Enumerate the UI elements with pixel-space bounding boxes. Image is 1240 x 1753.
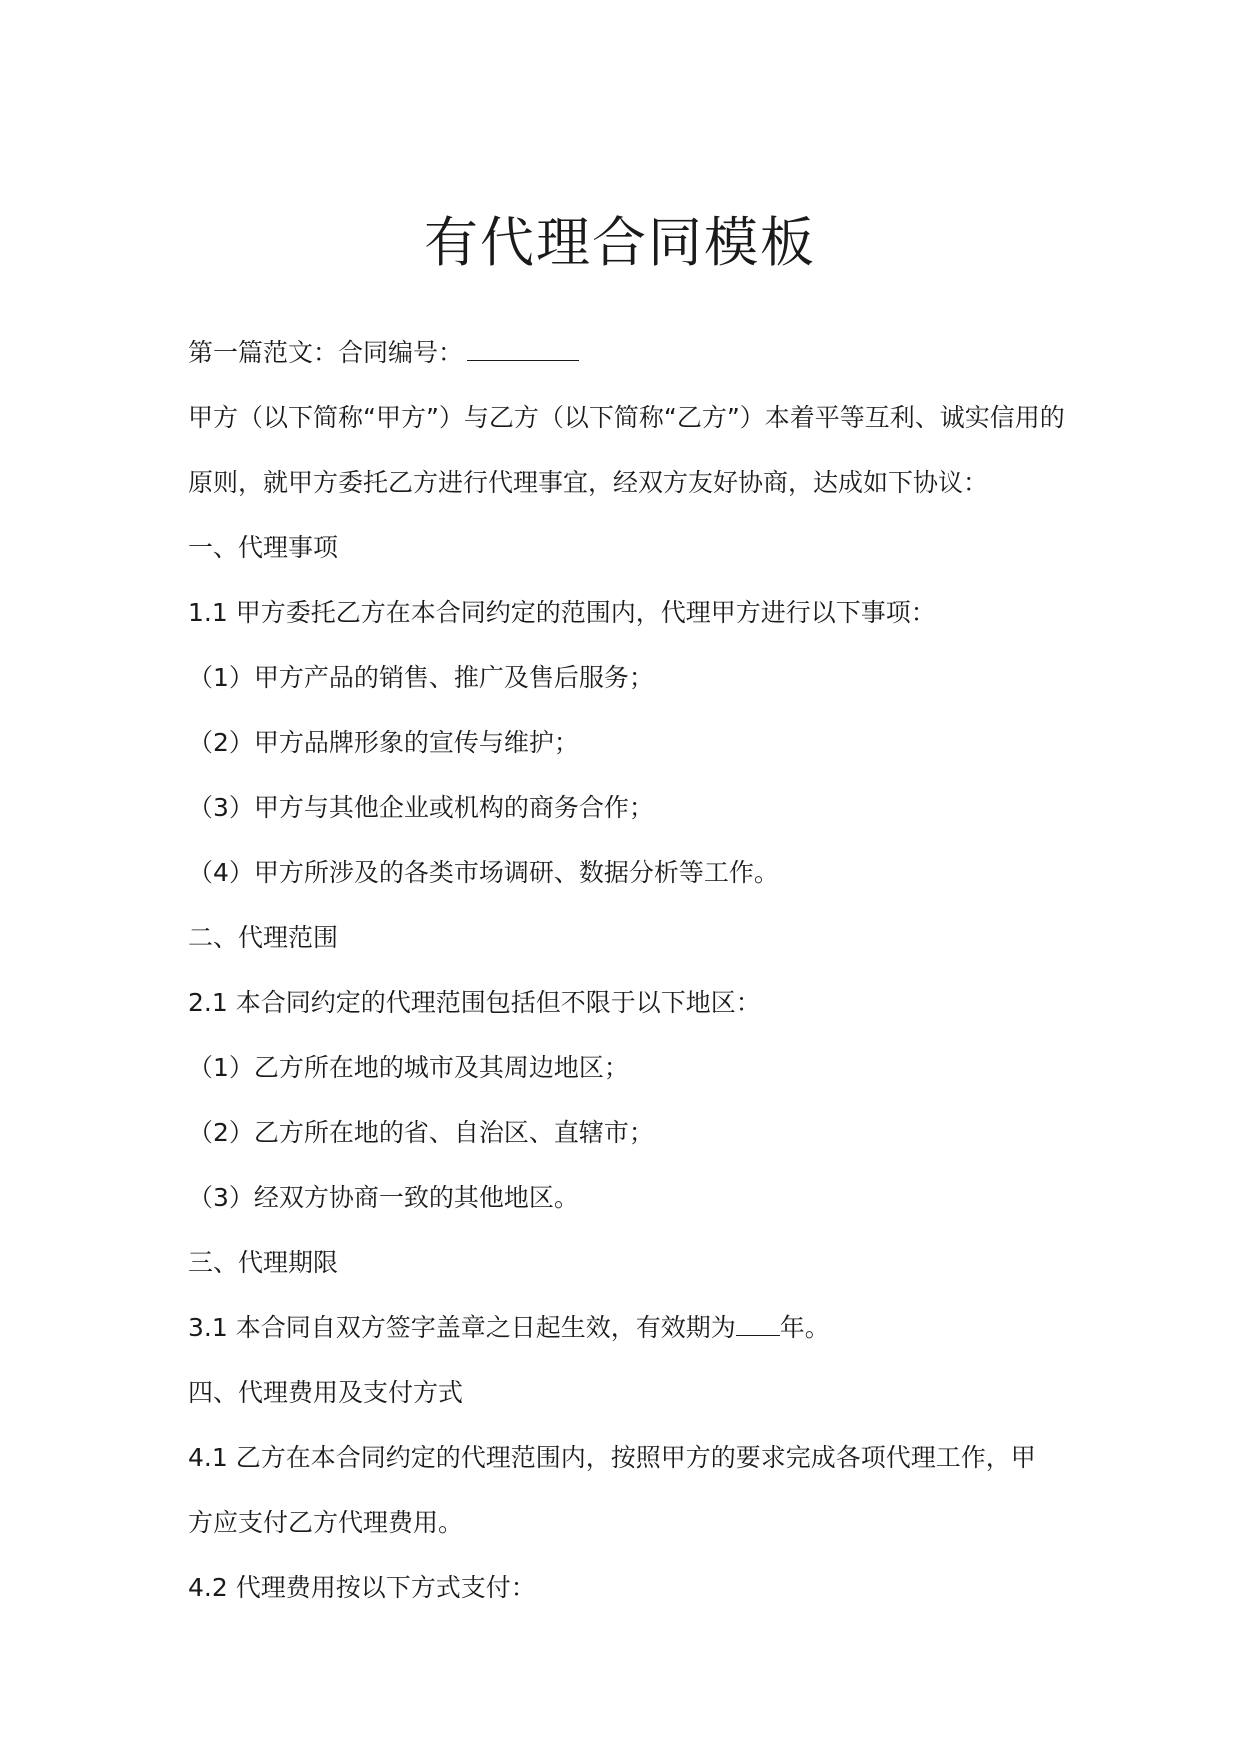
section1-clause: 1.1 甲方委托乙方在本合同约定的范围内，代理甲方进行以下事项：: [188, 598, 936, 627]
section2-clause: 2.1 本合同约定的代理范围包括但不限于以下地区：: [188, 988, 761, 1017]
intro-line-2: 原则，就甲方委托乙方进行代理事宜，经双方友好协商，达成如下协议：: [188, 468, 989, 497]
contract-number-label: 第一篇范文：合同编号：: [188, 338, 464, 367]
document-body: [188, 320, 1068, 1620]
section1-heading: 一、代理事项: [188, 533, 339, 562]
contract-number-blank[interactable]: [467, 332, 579, 361]
section2-heading: 二、代理范围: [188, 923, 339, 952]
term-years-blank[interactable]: [736, 1307, 780, 1336]
section3-clause: [188, 1295, 1068, 1360]
section2-item-3: （3）经双方协商一致的其他地区。: [188, 1183, 579, 1212]
section3-heading: 三、代理期限: [188, 1248, 339, 1277]
section4-clause2: 4.2 代理费用按以下方式支付：: [188, 1573, 536, 1602]
section1-item-2: （2）甲方品牌形象的宣传与维护；: [188, 728, 579, 757]
document-title: 有代理合同模板: [424, 211, 816, 274]
section4-heading: 四、代理费用及支付方式: [188, 1378, 464, 1407]
section3-clause-suffix: 年。: [779, 1313, 830, 1342]
contract-number-line: [188, 320, 1068, 385]
section2-item-2: （2）乙方所在地的省、自治区、直辖市；: [188, 1118, 654, 1147]
section2-item-1: （1）乙方所在地的城市及其周边地区；: [188, 1053, 629, 1082]
section1-item-1: （1）甲方产品的销售、推广及售后服务；: [188, 663, 654, 692]
section3-clause-prefix: 3.1 本合同自双方签字盖章之日起生效，有效期为: [188, 1313, 736, 1342]
intro-line-1: 甲方（以下简称“甲方”）与乙方（以下简称“乙方”）本着平等互利、诚实信用的: [188, 403, 1065, 432]
section4-clause1-line-2: 方应支付乙方代理费用。: [188, 1508, 464, 1537]
section4-clause1-line-1: 4.1 乙方在本合同约定的代理范围内，按照甲方的要求完成各项代理工作，甲: [188, 1443, 1036, 1472]
section1-item-3: （3）甲方与其他企业或机构的商务合作；: [188, 793, 654, 822]
section1-item-4: （4）甲方所涉及的各类市场调研、数据分析等工作。: [188, 858, 779, 887]
